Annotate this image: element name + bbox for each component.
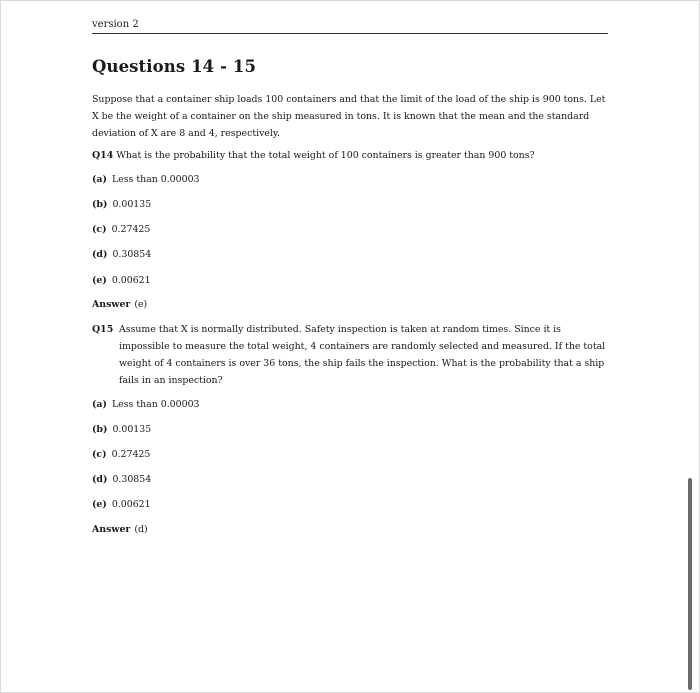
option-text: 0.27425 xyxy=(111,224,151,235)
q14-option-b xyxy=(92,199,151,210)
answer-label: Answer xyxy=(92,299,131,310)
question-text: Assume that X is normally distributed. Safety inspection is taken at random times. Since it is impossible to measure the total weight, 4 containers are randomly selected and measured. If the total weight of 4 containers is over 36 tons, the ship fails the inspection. What is the probability that a ship fails in an inspection? xyxy=(119,324,606,386)
scrollbar-thumb[interactable] xyxy=(688,478,692,690)
q14-option-e xyxy=(92,275,151,286)
question-number: Q14 xyxy=(92,150,114,161)
option-label: (b) xyxy=(92,199,108,210)
q14-option-c xyxy=(92,224,150,235)
header-divider xyxy=(92,33,608,34)
option-label: (b) xyxy=(92,424,108,435)
q15-option-c xyxy=(92,449,150,460)
q15-option-a xyxy=(92,399,200,410)
option-text: 0.30854 xyxy=(112,249,152,260)
option-label: (e) xyxy=(92,275,107,286)
q15-option-b xyxy=(92,424,151,435)
option-text: Less than 0.00003 xyxy=(111,174,200,185)
q15-answer xyxy=(92,524,148,535)
option-text: 0.00135 xyxy=(112,199,152,210)
q14-answer xyxy=(92,299,147,310)
q14-option-d xyxy=(92,249,151,260)
question-number: Q15 xyxy=(92,324,114,335)
intro-paragraph: Suppose that a container ship loads 100 containers and that the limit of the load of the ship is 900 tons. Let X be the weight of a container on the ship measured in tons. It is known that the mean and the standard deviation of X are 8 and 4, respectively. xyxy=(92,94,606,139)
option-text: 0.00621 xyxy=(111,275,151,286)
question-text: What is the probability that the total weight of 100 containers is greater than 900 tons? xyxy=(116,150,535,161)
option-text: 0.30854 xyxy=(112,474,152,485)
option-label: (a) xyxy=(92,174,107,185)
section-title: Questions 14 - 15 xyxy=(92,57,257,76)
option-label: (c) xyxy=(92,224,107,235)
answer-value: (d) xyxy=(134,524,148,535)
question-15 xyxy=(92,321,607,389)
option-text: 0.27425 xyxy=(111,449,151,460)
q15-option-d xyxy=(92,474,151,485)
option-label: (d) xyxy=(92,249,108,260)
version-label: version 2 xyxy=(92,19,139,30)
question-14 xyxy=(92,150,535,161)
q15-option-e xyxy=(92,499,151,510)
option-text: 0.00621 xyxy=(111,499,151,510)
option-label: (e) xyxy=(92,499,107,510)
q14-option-a xyxy=(92,174,200,185)
option-label: (d) xyxy=(92,474,108,485)
answer-label: Answer xyxy=(92,524,131,535)
option-label: (c) xyxy=(92,449,107,460)
answer-value: (e) xyxy=(134,299,148,310)
option-text: Less than 0.00003 xyxy=(111,399,200,410)
option-text: 0.00135 xyxy=(112,424,152,435)
option-label: (a) xyxy=(92,399,107,410)
